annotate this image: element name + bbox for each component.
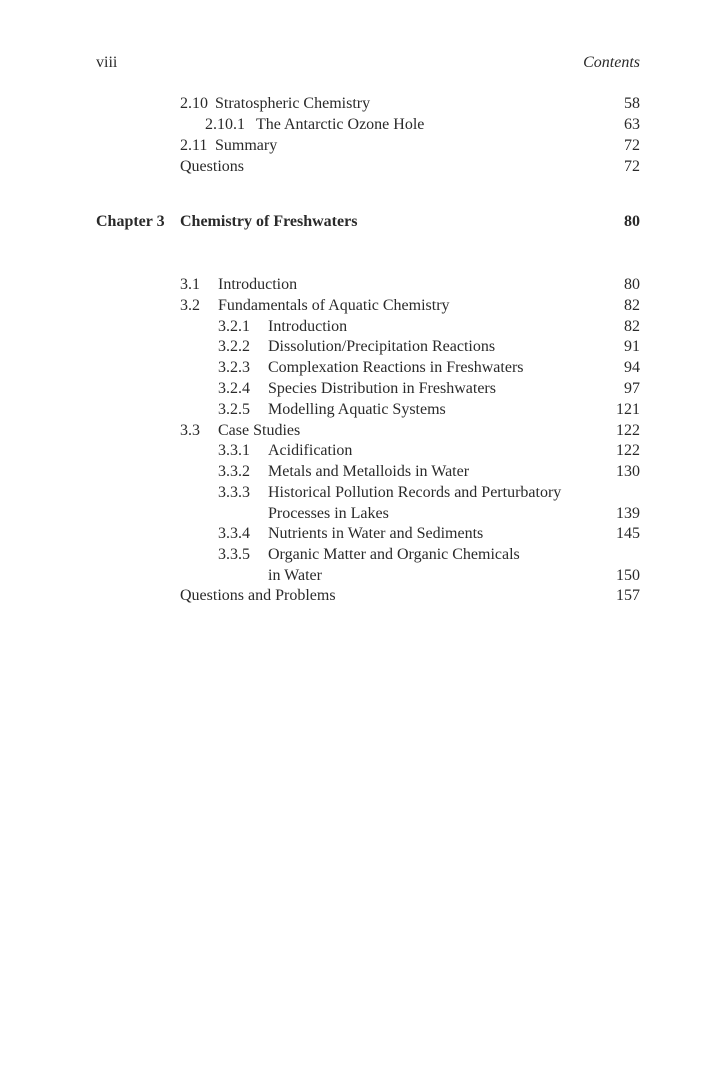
toc-num: 3.3.3 — [218, 484, 250, 501]
toc-page: 91 — [624, 338, 640, 356]
toc-title: Nutrients in Water and Sediments — [268, 525, 484, 543]
toc-page: 139 — [616, 504, 640, 522]
toc-title: Metals and Metalloids in Water — [268, 463, 470, 481]
toc-num: 3.2.1 — [218, 317, 250, 335]
toc-page: 94 — [624, 359, 640, 377]
toc-page: 58 — [624, 95, 640, 112]
chapter-page: 80 — [624, 213, 640, 230]
toc-page: 122 — [616, 442, 640, 460]
toc-page: 121 — [616, 400, 640, 418]
toc-title: Questions and Problems — [180, 587, 336, 605]
page-number: viii — [96, 54, 118, 71]
toc-page: 157 — [616, 587, 640, 605]
toc-title: Species Distribution in Freshwaters — [268, 380, 496, 397]
toc-title: Questions — [180, 158, 244, 175]
toc-title: Stratospheric Chemistry — [215, 95, 371, 112]
toc-page: 130 — [616, 463, 640, 481]
toc-num: 3.3.1 — [218, 442, 250, 460]
toc-page: 80 — [624, 276, 640, 293]
toc-page: 63 — [624, 116, 640, 133]
toc-num: 2.10.1 — [205, 116, 245, 133]
toc-num: 3.2.2 — [218, 338, 250, 356]
toc-title: Summary — [215, 137, 278, 154]
chapter-label: Chapter 3 — [96, 213, 165, 230]
toc-page: 82 — [624, 296, 640, 314]
toc-num: 3.2 — [180, 296, 200, 314]
toc-num: 3.3.2 — [218, 463, 250, 481]
toc-title: Dissolution/Precipitation Reactions — [268, 338, 496, 356]
toc-title-continued: Processes in Lakes — [268, 504, 389, 522]
toc-page: 72 — [624, 158, 640, 175]
toc-title: The Antarctic Ozone Hole — [256, 116, 425, 133]
toc-title: Modelling Aquatic Systems — [268, 400, 446, 418]
toc-num: 3.3.4 — [218, 525, 250, 543]
toc-num: 3.1 — [180, 276, 200, 293]
toc-page: 150 — [616, 566, 640, 584]
toc-title: Complexation Reactions in Freshwaters — [268, 359, 524, 377]
toc-num: 3.2.5 — [218, 400, 250, 418]
toc-title: Historical Pollution Records and Perturbatory — [268, 484, 562, 501]
chapter-title: Chemistry of Freshwaters — [180, 213, 358, 230]
toc-title: Organic Matter and Organic Chemicals — [268, 546, 520, 564]
toc-num: 3.2.3 — [218, 359, 250, 377]
toc-num: 3.3 — [180, 421, 200, 439]
toc-page: 122 — [616, 421, 640, 439]
toc-title: Fundamentals of Aquatic Chemistry — [218, 296, 450, 314]
toc-num: 2.11 — [180, 137, 208, 154]
toc-title: Case Studies — [218, 421, 301, 439]
toc-page: 97 — [624, 380, 640, 397]
toc-page: 72 — [624, 137, 640, 154]
toc-title: Introduction — [218, 276, 298, 293]
toc-num: 2.10 — [180, 95, 208, 112]
toc-title-continued: in Water — [268, 566, 322, 584]
toc-page: 82 — [624, 317, 640, 335]
toc-title: Introduction — [268, 317, 348, 335]
toc-num: 3.2.4 — [218, 380, 250, 397]
toc-num: 3.3.5 — [218, 546, 250, 564]
running-title: Contents — [583, 54, 640, 71]
toc-title: Acidification — [268, 442, 353, 460]
toc-page: 145 — [616, 525, 640, 543]
